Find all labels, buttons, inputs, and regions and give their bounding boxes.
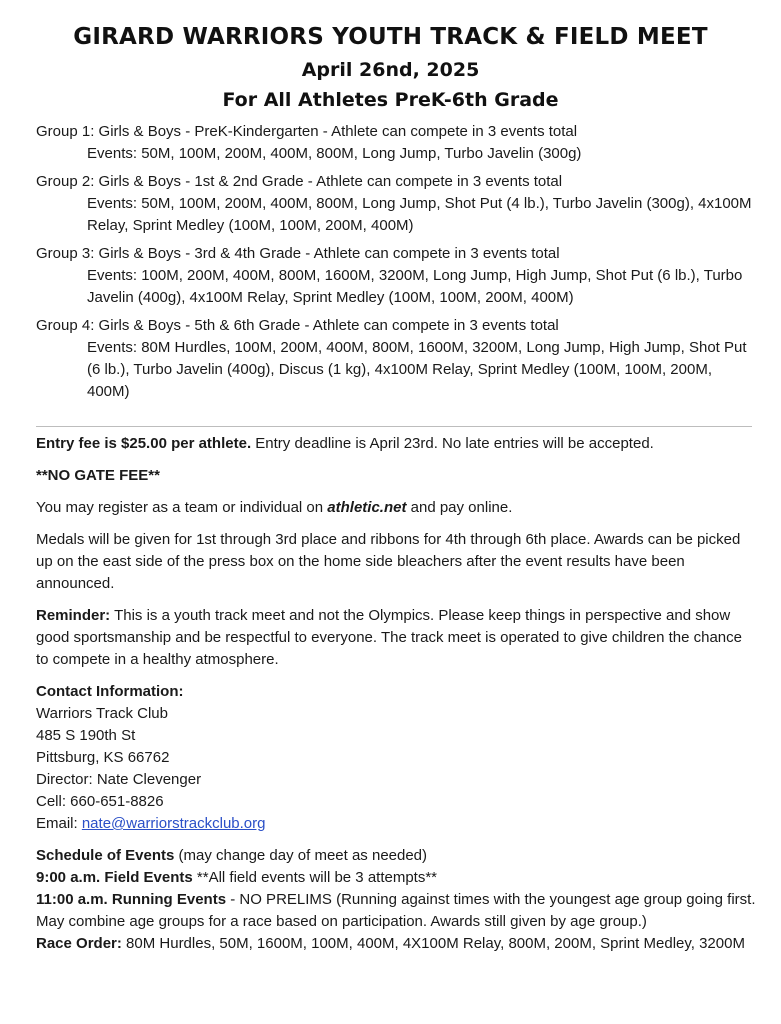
field-events-note: **All field events will be 3 attempts**	[192, 869, 438, 886]
contact-cell: Cell: 660-651-8826	[36, 793, 164, 810]
registration-paragraph	[36, 497, 756, 519]
section-divider	[36, 426, 752, 427]
group-events: Events: 50M, 100M, 200M, 400M, 800M, Long Jump, Turbo Javelin (300g)	[87, 145, 582, 162]
athletic-net-link[interactable]: athletic.net	[327, 499, 407, 516]
contact-info	[36, 681, 756, 835]
entry-fee: Entry fee is $25.00 per athlete.	[36, 435, 252, 452]
contact-street: 485 S 190th St	[36, 727, 136, 744]
race-order: 80M Hurdles, 50M, 1600M, 100M, 400M, 4X100M Relay, 800M, 200M, Sprint Medley, 3200M	[121, 935, 745, 952]
schedule-heading-note: (may change day of meet as needed)	[174, 847, 428, 864]
meet-subtitle: For All Athletes PreK-6th Grade	[222, 89, 559, 111]
race-order-label: Race Order:	[36, 935, 122, 952]
group-heading: Group 3: Girls & Boys - 3rd & 4th Grade - Athlete can compete in 3 events total	[36, 245, 560, 262]
group-heading: Group 1: Girls & Boys - PreK-Kindergarten - Athlete can compete in 3 events total	[36, 123, 578, 140]
running-events-time: 11:00 a.m. Running Events	[36, 891, 227, 908]
contact-heading: Contact Information:	[36, 683, 184, 700]
meet-date: April 26nd, 2025	[301, 59, 480, 81]
medals-paragraph: Medals will be given for 1st through 3rd place and ribbons for 4th through 6th place. Awards can be picked up on the east side of the press box on the home side bleachers after the event results have been announced.	[36, 531, 741, 592]
group-heading: Group 2: Girls & Boys - 1st & 2nd Grade - Athlete can compete in 3 events total	[36, 173, 563, 190]
group-events: Events: 100M, 200M, 400M, 800M, 1600M, 3200M, Long Jump, High Jump, Shot Put (6 lb.), Turbo Javelin (400g), 4x100M Relay, Sprint Medley (100M, 100M, 200M, 400M)	[87, 267, 743, 306]
contact-org: Warriors Track Club	[36, 705, 168, 722]
contact-email-line	[36, 813, 756, 835]
group-events: Events: 50M, 100M, 200M, 400M, 800M, Long Jump, Shot Put (4 lb.), Turbo Javelin (300g), 4x100M Relay, Sprint Medley (100M, 100M, 200M, 400M)	[87, 195, 752, 234]
email-label: Email:	[36, 815, 82, 832]
schedule-heading-line	[36, 845, 756, 867]
reminder-label: Reminder:	[36, 607, 111, 624]
reminder-paragraph	[36, 605, 756, 671]
entry-fee-paragraph	[36, 433, 756, 455]
group-2	[36, 171, 756, 237]
gate-fee-note: **NO GATE FEE**	[36, 467, 160, 484]
meet-title: GIRARD WARRIORS YOUTH TRACK & FIELD MEET	[73, 24, 708, 50]
entry-deadline: Entry deadline is April 23rd. No late entries will be accepted.	[251, 435, 654, 452]
group-3	[36, 243, 756, 309]
schedule-of-events	[36, 845, 756, 955]
register-text: You may register as a team or individual on	[36, 499, 328, 516]
email-link[interactable]: nate@warriorstrackclub.org	[81, 815, 266, 832]
group-events: Events: 80M Hurdles, 100M, 200M, 400M, 800M, 1600M, 3200M, Long Jump, High Jump, Shot Put (6 lb.), Turbo Javelin (400g), Discus (1 kg), 4x100M Relay, Sprint Medley (100M, 100M, 200M, 400M)	[87, 339, 747, 400]
register-text-end: and pay online.	[406, 499, 513, 516]
contact-city: Pittsburg, KS 66762	[36, 749, 170, 766]
race-order-line	[36, 933, 756, 955]
running-events-line	[36, 889, 756, 933]
group-1	[36, 121, 756, 165]
group-4	[36, 315, 756, 403]
groups-list	[36, 121, 756, 409]
running-events-note: - NO PRELIMS (Running against times with the youngest age group going first. May combine age groups for a race based on participation. Awards still given by age group.)	[36, 891, 756, 930]
field-events-line	[36, 867, 756, 889]
field-events-time: 9:00 a.m. Field Events	[36, 869, 193, 886]
reminder-text: This is a youth track meet and not the Olympics. Please keep things in perspective and show good sportsmanship and be respectful to everyone. The track meet is operated to give children the chance to compete in a healthy atmosphere.	[36, 607, 742, 668]
schedule-heading: Schedule of Events	[36, 847, 175, 864]
contact-director: Director: Nate Clevenger	[36, 771, 202, 788]
group-heading: Group 4: Girls & Boys - 5th & 6th Grade - Athlete can compete in 3 events total	[36, 317, 559, 334]
meet-details	[36, 433, 756, 955]
